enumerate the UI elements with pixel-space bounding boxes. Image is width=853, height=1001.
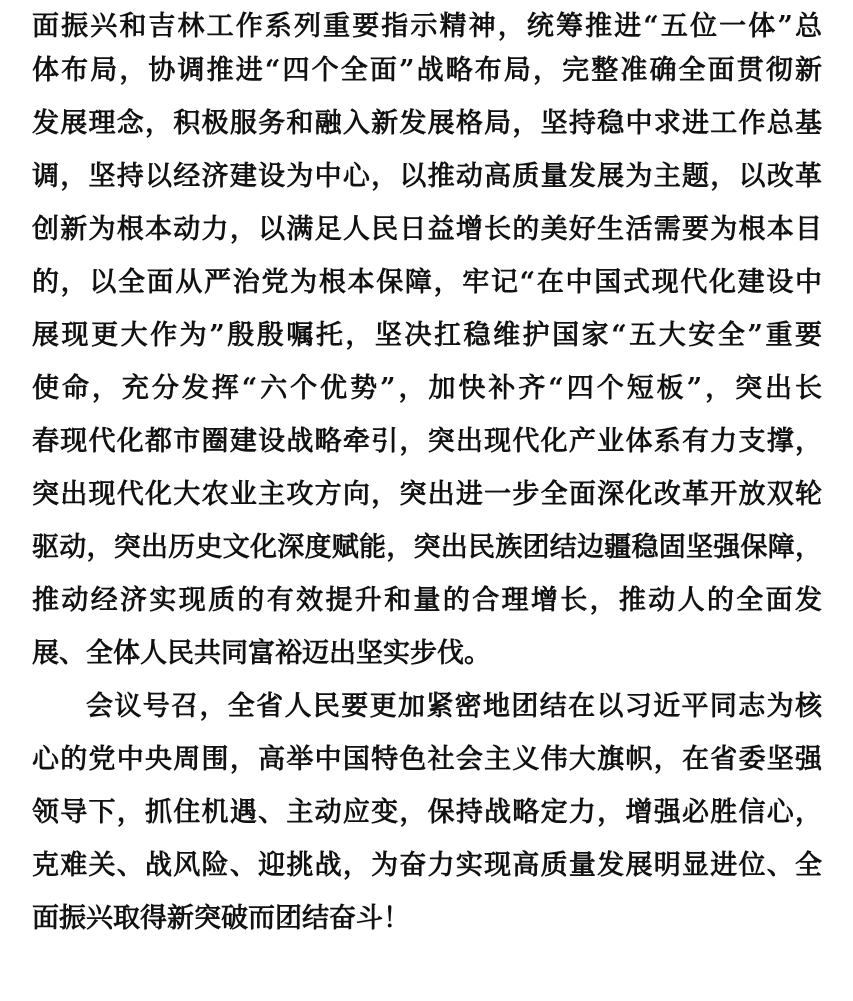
paragraph-1-line-8: 使命，充分发挥“六个优势”，加快补齐“四个短板”，突出长: [32, 373, 822, 404]
paragraph-1-line-4: 调，坚持以经济建设为中心，以推动高质量发展为主题，以改革: [32, 161, 822, 192]
paragraph-1-line-10: 突出现代化大农业主攻方向，突出进一步全面深化改革开放双轮: [32, 479, 822, 510]
paragraph-1-line-7: 展现更大作为”殷殷嘱托，坚决扛稳维护国家“五大安全”重要: [32, 320, 822, 351]
paragraph-1-line-11: 驱动，突出历史文化深度赋能，突出民族团结边疆稳固坚强保障，: [32, 532, 822, 563]
paragraph-1-line-5: 创新为根本动力，以满足人民日益增长的美好生活需要为根本目: [32, 214, 822, 245]
paragraph-1-line-9: 春现代化都市圈建设战略牵引，突出现代化产业体系有力支撑，: [32, 426, 822, 457]
paragraph-2-line-1: 会议号召，全省人民要更加紧密地团结在以习近平同志为核: [86, 691, 822, 722]
paragraph-1-line-12: 推动经济实现质的有效提升和量的合理增长，推动人的全面发: [32, 585, 822, 616]
paragraph-1-line-2: 体布局，协调推进“四个全面”战略布局，完整准确全面贯彻新: [32, 55, 822, 86]
paragraph-1-line-3: 发展理念，积极服务和融入新发展格局，坚持稳中求进工作总基: [32, 108, 822, 139]
paragraph-1-line-13: 展、全体人民共同富裕迈出坚实步伐。: [32, 638, 491, 669]
paragraph-1-line-1: 面振兴和吉林工作系列重要指示精神，统筹推进“五位一体”总: [32, 11, 822, 42]
paragraph-1-line-6: 的，以全面从严治党为根本保障，牢记“在中国式现代化建设中: [32, 267, 822, 298]
paragraph-2-line-2: 心的党中央周围，高举中国特色社会主义伟大旗帜，在省委坚强: [32, 744, 822, 775]
paragraph-2-line-5: 面振兴取得新突破而团结奋斗！: [32, 903, 410, 934]
paragraph-2-line-3: 领导下，抓住机遇、主动应变，保持战略定力，增强必胜信心，: [32, 797, 822, 828]
paragraph-2-line-4: 克难关、战风险、迎挑战，为奋力实现高质量发展明显进位、全: [32, 850, 822, 881]
